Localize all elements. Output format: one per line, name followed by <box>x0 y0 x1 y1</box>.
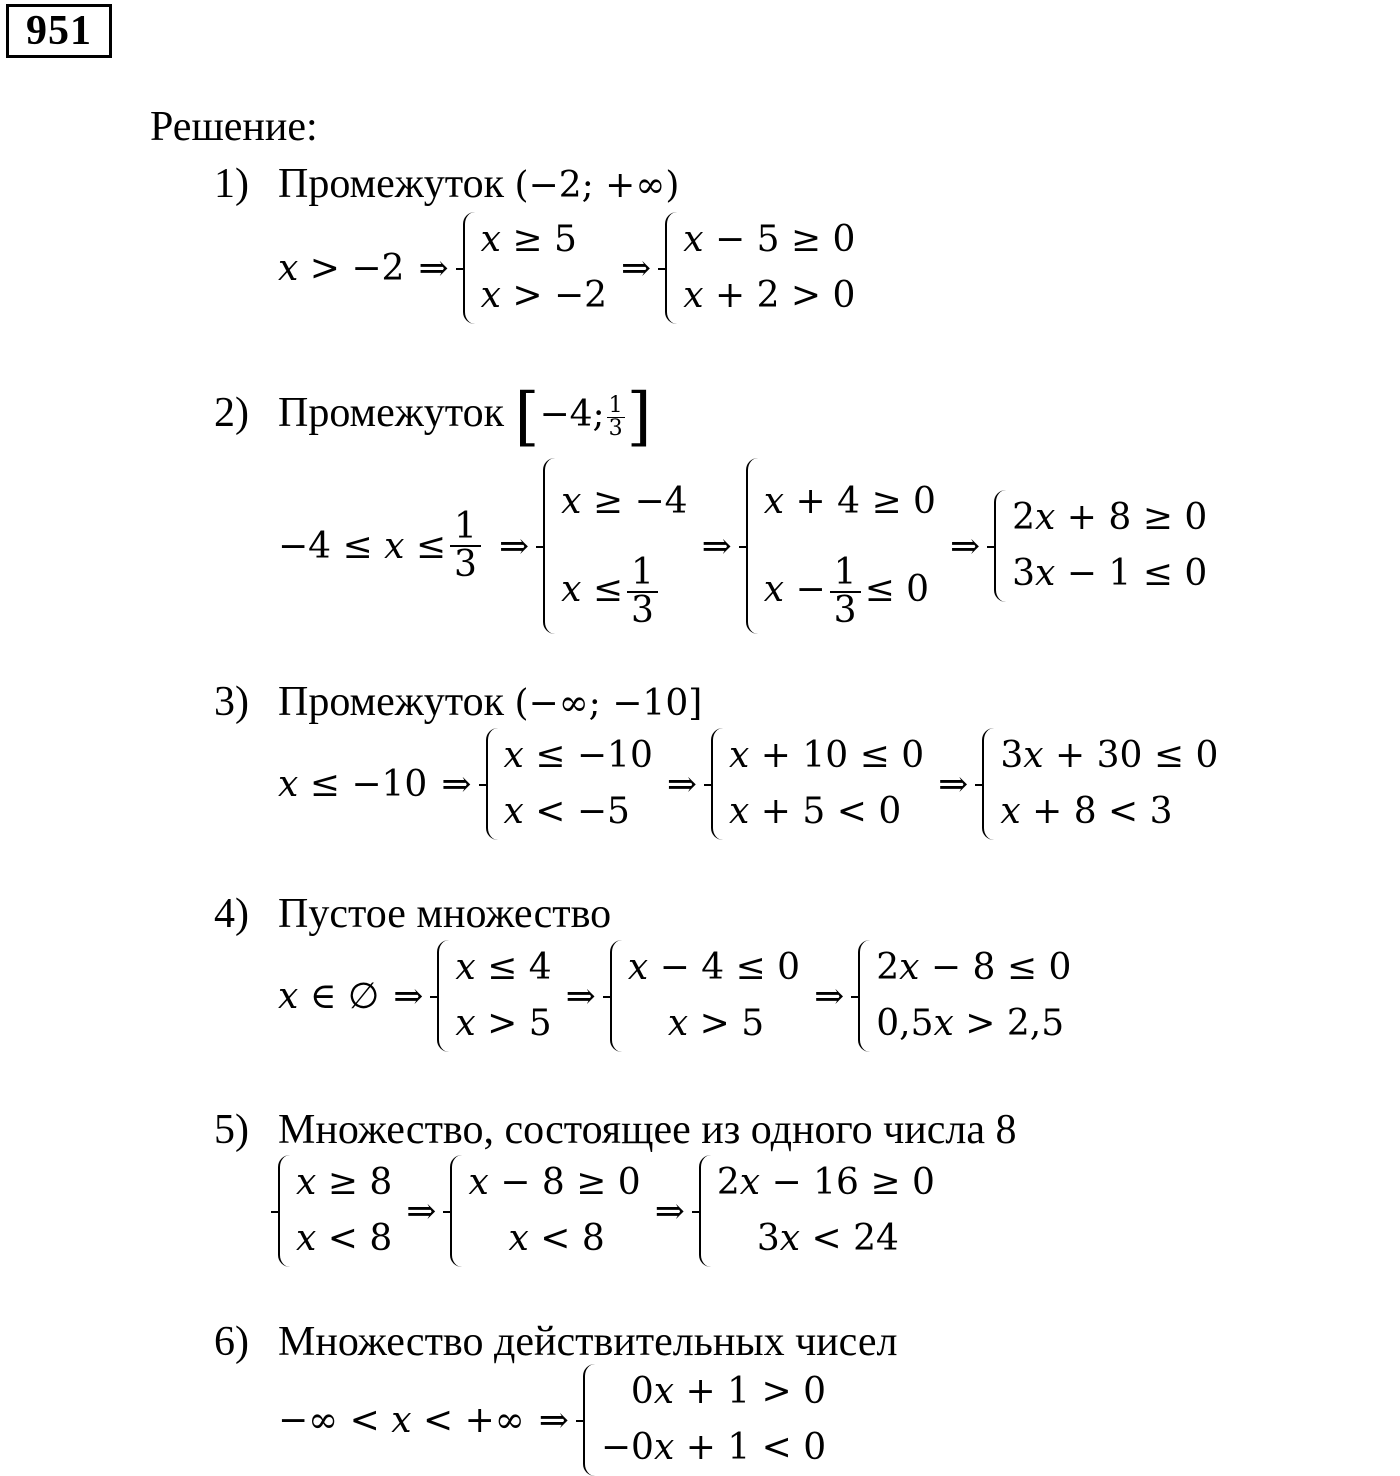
item-1-derivation: x > −2 ⇒ x ≥ 5 x > −2 ⇒ x − 5 ≥ 0 x + 2 > 0 <box>278 212 855 324</box>
item-5-system-1: x ≥ 8 x < 8 <box>278 1155 392 1267</box>
item-1-system-1: x ≥ 5 x > −2 <box>463 212 607 324</box>
item-6-system-1: 0x + 1 > 0 −0x + 1 < 0 <box>583 1364 826 1476</box>
item-5-title: 5) Множество, состоящее из одного числа 8 <box>214 1107 1017 1153</box>
item-5-derivation: x ≥ 8 x < 8 ⇒ x − 8 ≥ 0 x < 8 ⇒ 2x − 16 ≥ 0 3x < 24 <box>278 1155 935 1267</box>
item-2-system-1: x ≥ −4 x ≤ $\frac{1}{3}$ <box>543 458 687 634</box>
item-3-derivation: x ≤ −10 ⇒ x ≤ −10 x < −5 ⇒ x + 10 ≤ 0 x + 5 < 0 ⇒ 3x + 30 ≤ 0 x + 8 < 3 <box>278 728 1218 840</box>
item-3-system-1: x ≤ −10 x < −5 <box>486 728 653 840</box>
item-5-system-3: 2x − 16 ≥ 0 3x < 24 <box>699 1155 935 1267</box>
item-4-title: 4) Пустое множество <box>214 891 612 937</box>
item-1-title: 1) Промежуток (−2; +∞) <box>214 161 680 207</box>
item-3-title: 3) Промежуток (−∞; −10] <box>214 679 703 725</box>
item-1-system-2: x − 5 ≥ 0 x + 2 > 0 <box>665 212 855 324</box>
item-2-system-2: x + 4 ≥ 0 x − $\frac{1}{3}$ ≤ 0 <box>746 458 936 634</box>
item-4-derivation: x ∈ ∅ ⇒ x ≤ 4 x > 5 ⇒ x − 4 ≤ 0 x > 5 ⇒ 2x − 8 ≤ 0 0,5x > 2,5 <box>278 940 1071 1052</box>
item-1-interval: (−2; +∞) <box>514 165 680 206</box>
solution-heading: Решение: <box>150 104 318 150</box>
item-3-system-2: x + 10 ≤ 0 x + 5 < 0 <box>711 728 924 840</box>
item-5-system-2: x − 8 ≥ 0 x < 8 <box>450 1155 640 1267</box>
item-6-title: 6) Множество действительных чисел <box>214 1319 898 1365</box>
problem-number-badge: 951 <box>6 4 112 58</box>
item-4-system-2: x − 4 ≤ 0 x > 5 <box>610 940 800 1052</box>
item-2-derivation: −4 ≤ x ≤ $\frac{1}{3}$ ⇒ x ≥ −4 x ≤ $\frac{1}{3}$ ⇒ x + 4 ≥ 0 x − $\frac{1}{3}$ ≤ 0 ⇒ 2x + 8 ≥ 0 3x − 1 ≤ 0 <box>278 458 1207 634</box>
item-4-system-1: x ≤ 4 x > 5 <box>437 940 551 1052</box>
item-3-system-3: 3x + 30 ≤ 0 x + 8 < 3 <box>982 728 1218 840</box>
item-6-derivation: −∞ < x < +∞ ⇒ 0x + 1 > 0 −0x + 1 < 0 <box>278 1364 826 1476</box>
item-2-system-3: 2x + 8 ≥ 0 3x − 1 ≤ 0 <box>994 490 1207 602</box>
item-4-system-3: 2x − 8 ≤ 0 0,5x > 2,5 <box>858 940 1071 1052</box>
item-2-title: 2) Промежуток [−4; $\frac{1}{3}$ ] <box>214 380 652 454</box>
